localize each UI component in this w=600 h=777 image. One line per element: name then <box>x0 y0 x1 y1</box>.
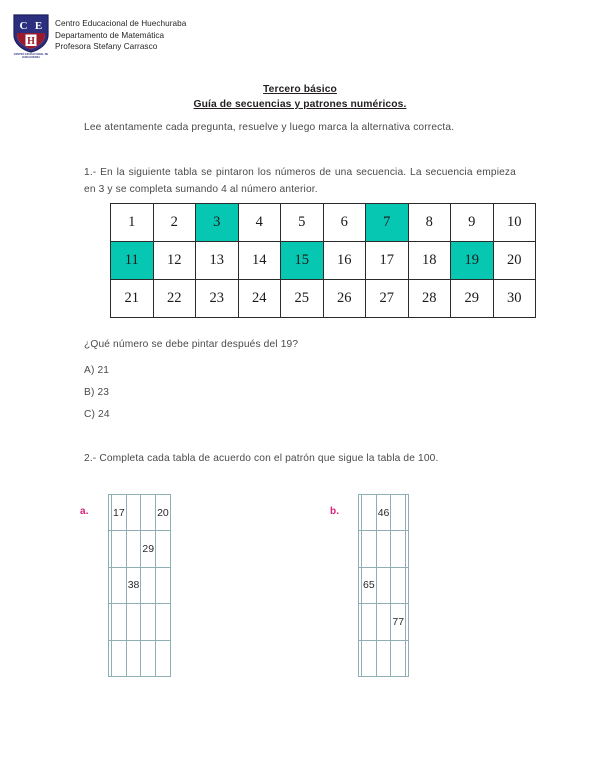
pattern-cell-a-r1c5[interactable]: 20 <box>156 495 171 531</box>
pattern-grid-row <box>109 495 171 531</box>
sequence-cell-13[interactable]: 13 <box>196 242 239 280</box>
svg-text:E: E <box>34 20 43 32</box>
pattern-grid-row <box>109 604 171 640</box>
pattern-grid-row <box>359 604 409 640</box>
sequence-cell-16[interactable]: 16 <box>323 242 366 280</box>
pattern-cell-b-r3c5[interactable] <box>406 567 409 603</box>
pattern-cell-a-r1c4[interactable] <box>141 495 156 531</box>
pattern-cell-b-r3c4[interactable] <box>391 567 406 603</box>
sequence-cell-5[interactable]: 5 <box>281 204 324 242</box>
question-1-statement: 1.- En la siguiente tabla se pintaron los números de una secuencia. La secuencia empieza en 3 y se completa sumando 4 al número anterior. <box>84 167 516 195</box>
pattern-cell-b-r2c2[interactable] <box>362 531 377 567</box>
pattern-cell-a-r5c4[interactable] <box>141 640 156 676</box>
pattern-cell-b-r4c5[interactable] <box>406 604 409 640</box>
pattern-cell-b-r4c3[interactable] <box>376 604 391 640</box>
pattern-cell-a-r3c4[interactable] <box>141 567 156 603</box>
pattern-grid-row <box>109 531 171 567</box>
pattern-cell-a-r2c5[interactable] <box>156 531 171 567</box>
svg-text:H: H <box>27 36 35 47</box>
pattern-grid-b-body <box>359 495 409 677</box>
pattern-grid-b-label: b. <box>330 506 340 517</box>
title-grade-line: Tercero básico <box>263 84 337 95</box>
pattern-cell-b-r1c2[interactable] <box>362 495 377 531</box>
pattern-cell-b-r1c4[interactable] <box>391 495 406 531</box>
sequence-table-row <box>111 280 536 318</box>
pattern-cell-a-r4c5[interactable] <box>156 604 171 640</box>
sequence-cell-26[interactable]: 26 <box>323 280 366 318</box>
sequence-cell-2[interactable]: 2 <box>153 204 196 242</box>
instructions-paragraph: Lee atentamente cada pregunta, resuelve y luego marca la alternativa correcta. <box>84 122 455 133</box>
option-c[interactable]: C) 24 <box>84 409 110 420</box>
option-b[interactable]: B) 23 <box>84 387 110 398</box>
pattern-cell-a-r4c4[interactable] <box>141 604 156 640</box>
sequence-cell-12[interactable]: 12 <box>153 242 196 280</box>
pattern-grid-a[interactable] <box>108 494 171 677</box>
pattern-cell-a-r3c3[interactable]: 38 <box>126 567 141 603</box>
pattern-grid-b[interactable] <box>358 494 409 677</box>
school-name: Centro Educacional de Huechuraba <box>55 19 187 28</box>
pattern-cell-b-r1c3[interactable]: 46 <box>376 495 391 531</box>
sequence-cell-6[interactable]: 6 <box>323 204 366 242</box>
sequence-cell-22[interactable]: 22 <box>153 280 196 318</box>
pattern-cell-a-r1c2[interactable]: 17 <box>112 495 127 531</box>
sequence-cell-21[interactable]: 21 <box>111 280 154 318</box>
sequence-cell-7[interactable]: 7 <box>366 204 409 242</box>
sequence-cell-25[interactable]: 25 <box>281 280 324 318</box>
pattern-cell-b-r4c4[interactable]: 77 <box>391 604 406 640</box>
pattern-cell-b-r3c3[interactable] <box>376 567 391 603</box>
sequence-cell-14[interactable]: 14 <box>238 242 281 280</box>
sequence-cell-20[interactable]: 20 <box>493 242 536 280</box>
sequence-cell-18[interactable]: 18 <box>408 242 451 280</box>
pattern-cell-a-r3c2[interactable] <box>112 567 127 603</box>
sequence-cell-1[interactable]: 1 <box>111 204 154 242</box>
pattern-cell-a-r5c2[interactable] <box>112 640 127 676</box>
pattern-cell-b-r2c3[interactable] <box>376 531 391 567</box>
sequence-cell-17[interactable]: 17 <box>366 242 409 280</box>
department-name: Departamento de Matemática <box>55 30 165 40</box>
pattern-cell-b-r4c2[interactable] <box>362 604 377 640</box>
sequence-cell-4[interactable]: 4 <box>238 204 281 242</box>
pattern-cell-a-r1c3[interactable] <box>126 495 141 531</box>
pattern-cell-a-r3c5[interactable] <box>156 567 171 603</box>
teacher-name: Profesora Stefany Carrasco <box>55 42 158 52</box>
sequence-cell-27[interactable]: 27 <box>366 280 409 318</box>
sequence-cell-30[interactable]: 30 <box>493 280 536 318</box>
sequence-cell-15[interactable]: 15 <box>281 242 324 280</box>
question-1-options <box>84 360 384 426</box>
sequence-cell-3[interactable]: 3 <box>196 204 239 242</box>
school-crest-caption: CENTRO EDUCACIONAL DE HUECHURABA <box>13 53 49 60</box>
pattern-grid-row <box>359 531 409 567</box>
option-a[interactable]: A) 21 <box>84 365 110 376</box>
pattern-cell-b-r5c5[interactable] <box>406 640 409 676</box>
title-subject-line: Guía de secuencias y patrones numéricos. <box>193 99 407 110</box>
pattern-cell-a-r4c2[interactable] <box>112 604 127 640</box>
sequence-table-row <box>111 204 536 242</box>
pattern-grid-a-label: a. <box>80 506 89 517</box>
pattern-cell-b-r5c2[interactable] <box>362 640 377 676</box>
sequence-number-table <box>110 203 536 318</box>
school-crest-icon <box>12 13 50 61</box>
sequence-cell-19[interactable]: 19 <box>451 242 494 280</box>
sequence-cell-24[interactable]: 24 <box>238 280 281 318</box>
sequence-cell-8[interactable]: 8 <box>408 204 451 242</box>
pattern-cell-a-r5c3[interactable] <box>126 640 141 676</box>
pattern-grid-row <box>109 640 171 676</box>
sequence-cell-23[interactable]: 23 <box>196 280 239 318</box>
pattern-cell-a-r2c2[interactable] <box>112 531 127 567</box>
pattern-cell-b-r5c4[interactable] <box>391 640 406 676</box>
sequence-table-row <box>111 242 536 280</box>
pattern-cell-b-r3c2[interactable]: 65 <box>362 567 377 603</box>
svg-text:C: C <box>19 20 28 32</box>
question-2-statement: 2.- Completa cada tabla de acuerdo con el patrón que sigue la tabla de 100. <box>84 453 439 464</box>
pattern-grid-a-body <box>109 495 171 677</box>
pattern-cell-a-r5c5[interactable] <box>156 640 171 676</box>
sequence-cell-28[interactable]: 28 <box>408 280 451 318</box>
worksheet-title <box>0 82 600 112</box>
pattern-grid-row <box>359 567 409 603</box>
school-identity-block <box>55 18 186 53</box>
pattern-cell-b-r2c5[interactable] <box>406 531 409 567</box>
pattern-cell-b-r2c4[interactable] <box>391 531 406 567</box>
sequence-cell-11[interactable]: 11 <box>111 242 154 280</box>
pattern-grid-row <box>109 567 171 603</box>
pattern-cell-a-r2c3[interactable] <box>126 531 141 567</box>
pattern-cell-b-r1c5[interactable] <box>406 495 409 531</box>
pattern-cell-b-r5c3[interactable] <box>376 640 391 676</box>
pattern-grid-row <box>359 495 409 531</box>
pattern-grid-row <box>359 640 409 676</box>
sequence-table-body <box>111 204 536 318</box>
document-header <box>0 0 600 70</box>
sequence-cell-29[interactable]: 29 <box>451 280 494 318</box>
sequence-cell-10[interactable]: 10 <box>493 204 536 242</box>
pattern-cell-a-r2c4[interactable]: 29 <box>141 531 156 567</box>
sequence-cell-9[interactable]: 9 <box>451 204 494 242</box>
pattern-cell-a-r4c3[interactable] <box>126 604 141 640</box>
question-1-prompt: ¿Qué número se debe pintar después del 19? <box>84 339 299 350</box>
